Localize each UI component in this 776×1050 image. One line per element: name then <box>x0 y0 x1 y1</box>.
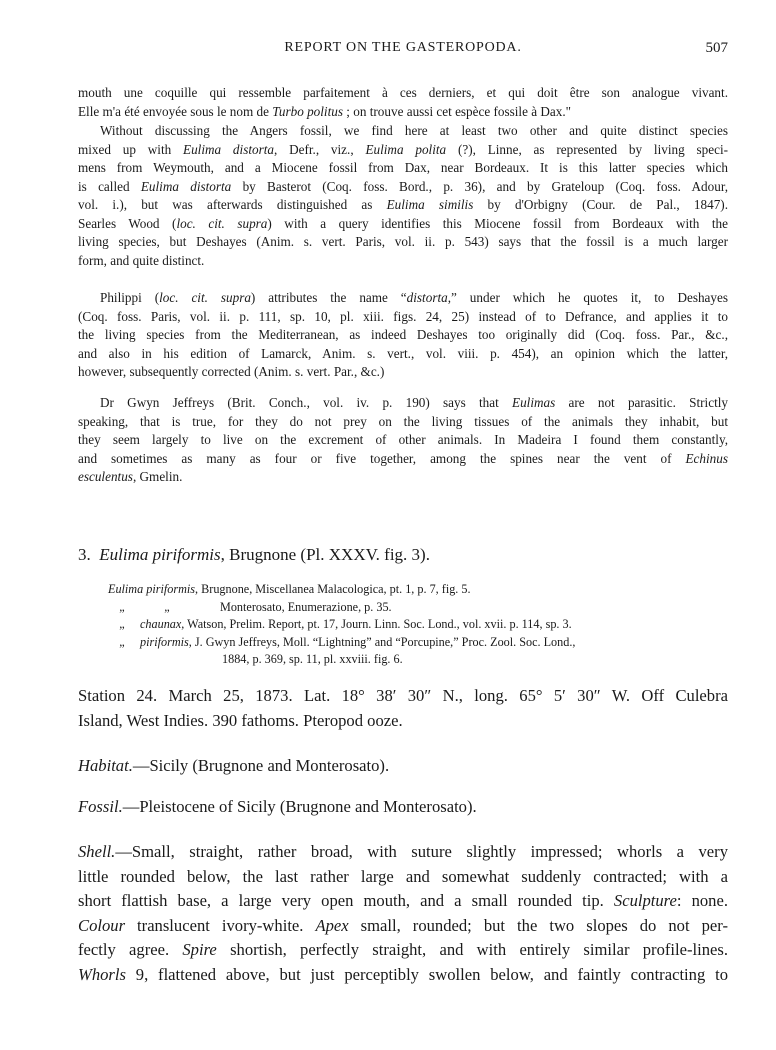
shell-description <box>78 840 728 987</box>
text-line: vol. i.), but was afterwards distinguished as Eulima similis by d'Orbigny (Cour. de Pal., 1847). <box>78 197 728 212</box>
paragraph-jeffreys <box>78 394 728 487</box>
synonymy-row: „ „ Monterosato, Enumerazione, p. 35. <box>119 599 392 614</box>
synonymy-list <box>108 581 728 669</box>
text-line: and sometimes as many as four or five together, among the spines near the vent of Echinus <box>78 450 728 466</box>
text-line: however, subsequently corrected (Anim. s. vert. Par., &c.) <box>78 364 385 379</box>
text-line: speaking, that is true, for they do not prey on the living tissues of the animals they inhabit, but <box>78 413 728 429</box>
habitat-label: Habitat. <box>78 756 133 775</box>
species-heading: 3. Eulima piriformis, Brugnone (Pl. XXXV. fig. 3). <box>78 545 430 564</box>
text-line: Island, West Indies. 390 fathoms. Pteropod ooze. <box>78 710 403 730</box>
paragraph-philippi <box>78 289 728 382</box>
text-line: form, and quite distinct. <box>78 252 205 268</box>
text-line: Elle m'a été envoyée sous le nom de Turbo politus ; on trouve aussi cet espèce fossile à Dax." <box>78 103 572 119</box>
text-line: mouth une coquille qui ressemble parfaitement à ces derniers, et qui doit être son analogue vivant. <box>78 85 728 100</box>
text-line: mixed up with Eulima distorta, Defr., viz., Eulima polita (?), Linne, as represented by living speci- <box>78 141 729 157</box>
text-line: is called Eulima distorta by Basterot (Coq. foss. Bord., p. 36), and by Grateloup (Coq. foss. Adour, <box>78 178 728 194</box>
paragraph-angers-fossil <box>78 122 728 270</box>
text-line: living species, but Deshayes (Anim. s. vert. Paris, vol. ii. p. 543) says that the fossil is a much larger <box>78 234 728 249</box>
text-line: (Coq. foss. Paris, vol. ii. p. 111, sp. 10, pl. xiii. figs. 24, 25) instead of to Defrance, and applies it to <box>78 308 728 324</box>
synonymy-row: „ piriformis , J. Gwyn Jeffreys, Moll. “Lightning” and “Porcupine,” Proc. Zool. Soc. Lond., <box>119 634 576 649</box>
page-number: 507 <box>705 40 728 56</box>
text-line: Whorls 9, flattened above, but just perceptibly swollen below, and faintly contracting to <box>78 964 728 984</box>
text-line: Colour translucent ivory-white. Apex small, rounded; but the two slopes do not per- <box>78 915 728 935</box>
synonymy-row: 1884, p. 369, sp. 11, pl. xxviii. fig. 6. <box>222 652 403 666</box>
habitat-paragraph: Habitat.—Sicily (Brugnone and Monterosato). <box>78 756 390 775</box>
text-line: and also in his edition of Lamarck, Anim. s. vert., vol. viii. p. 454), an opinion which the latter, <box>78 345 728 361</box>
synonymy-row: „ chaunax , Watson, Prelim. Report, pt. 17, Journ. Linn. Soc. Lond., vol. xvii. p. 114, sp. 3. <box>119 617 572 631</box>
text-line: fectly agree. Spire shortish, perfectly straight, and with entirely similar profile-lines. <box>78 940 728 959</box>
station-paragraph <box>78 684 728 733</box>
text-line: the living species from the Mediterranean, as indeed Deshayes too originally did (Coq. foss. Par., &c., <box>78 327 728 342</box>
page-header <box>78 40 728 62</box>
text-line: Without discussing the Angers fossil, we find here at least two other and quite distinct species <box>100 123 728 138</box>
text-line: Station 24. March 25, 1873. Lat. 18° 38′ 30″ N., long. 65° 5′ 30″ W. Off Culebra <box>78 686 728 705</box>
species-name: Eulima piriformis <box>99 545 221 564</box>
text-line: Searles Wood (loc. cit. supra) with a query identifies this Miocene fossil from Bordeaux with the <box>78 215 728 231</box>
synonymy-row: Eulima piriformis , Brugnone, Miscellanea Malacologica, pt. 1, p. 7, fig. 5. <box>108 582 471 596</box>
text-line: Philippi (loc. cit. supra) attributes the name “distorta,” under which he quotes it, to Deshayes <box>100 290 728 305</box>
fossil-paragraph: Fossil.—Pleistocene of Sicily (Brugnone and Monterosato). <box>78 797 477 816</box>
running-title: REPORT ON THE GASTEROPODA. <box>284 40 522 55</box>
text-line: Dr Gwyn Jeffreys (Brit. Conch., vol. iv. p. 190) says that Eulimas are not parasitic. Strictly <box>100 395 728 410</box>
intro-paragraph <box>78 84 728 121</box>
text-line: Shell.—Small, straight, rather broad, with suture slightly impressed; whorls a very <box>78 842 728 861</box>
text-line: esculentus, Gmelin. <box>78 469 183 484</box>
text-line: mens from Weymouth, and a Miocene fossil from Dax, near Bordeaux. It is this latter species which <box>78 160 728 175</box>
text-line: they seem largely to live on the excrement of other animals. In Madeira I found them constantly, <box>78 432 728 447</box>
fossil-label: Fossil. <box>78 797 123 816</box>
text-line: short flattish base, a large very open mouth, and a small rounded tip. Sculpture: none. <box>78 891 728 910</box>
text-line: little rounded below, the last rather large and somewhat suddenly contracted; with a <box>78 866 728 886</box>
